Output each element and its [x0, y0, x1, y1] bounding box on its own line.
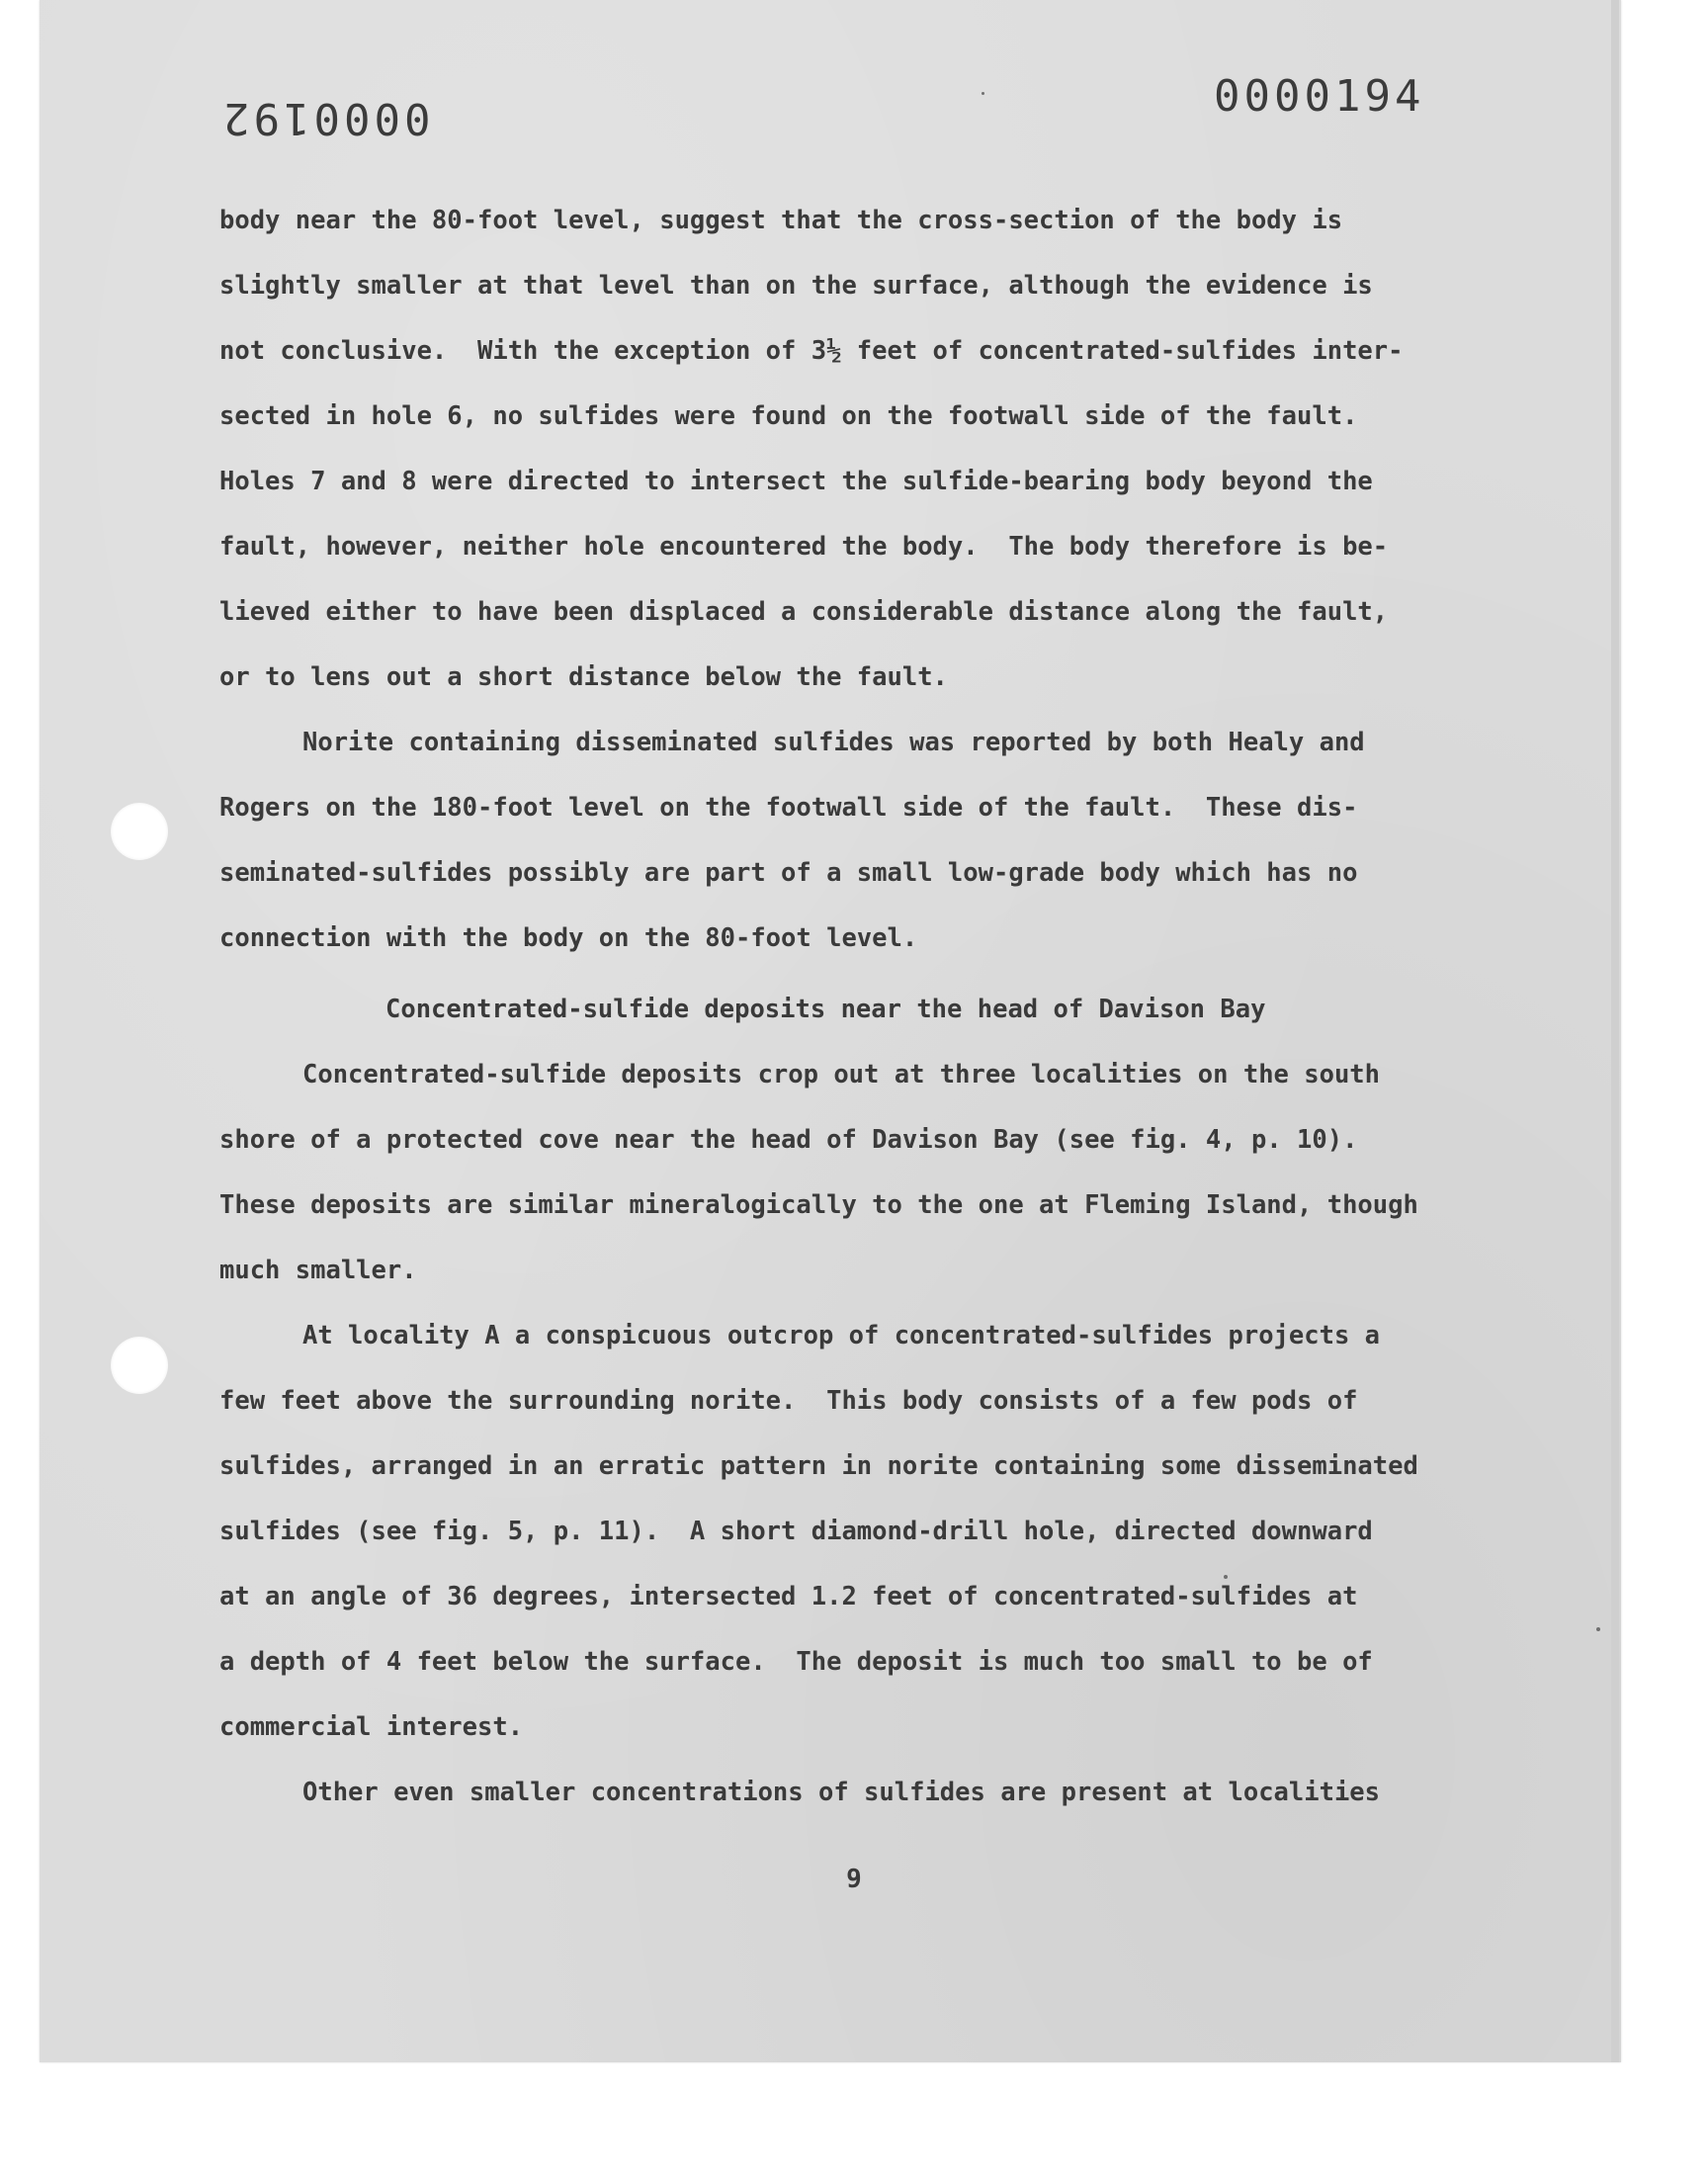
text-line: Rogers on the 180-foot level on the footwall side of the fault. These dis-: [219, 793, 1358, 823]
punch-hole-upper: [111, 803, 168, 860]
text-line: shore of a protected cove near the head of Davison Bay (see fig. 4, p. 10).: [219, 1125, 1358, 1155]
text-line: Holes 7 and 8 were directed to intersect the sulfide-bearing body beyond the: [219, 467, 1373, 496]
text-line: few feet above the surrounding norite. This body consists of a few pods of: [219, 1386, 1358, 1416]
text-line: or to lens out a short distance below the fault.: [219, 662, 948, 692]
text-line: sulfides (see fig. 5, p. 11). A short diamond-drill hole, directed downward: [219, 1517, 1373, 1546]
text-line: seminated-sulfides possibly are part of a small low-grade body which has no: [219, 858, 1358, 888]
text-line: fault, however, neither hole encountered the body. The body therefore is be-: [219, 532, 1389, 562]
text-line: much smaller.: [219, 1256, 417, 1285]
section-heading: Concentrated-sulfide deposits near the head of Davison Bay: [385, 995, 1266, 1024]
text-line: body near the 80-foot level, suggest that the cross-section of the body is: [219, 206, 1343, 235]
paragraph-start-line: Norite containing disseminated sulfides was reported by both Healy and: [302, 728, 1365, 757]
document-number-stamp-inverted: 0000192: [219, 93, 431, 143]
text-line: commercial interest.: [219, 1712, 524, 1742]
scan-speck: [982, 92, 984, 95]
paragraph-start-line: Concentrated-sulfide deposits crop out at three localities on the south: [302, 1060, 1381, 1089]
text-line: connection with the body on the 80-foot level.: [219, 923, 918, 953]
document-number-stamp: 0000194: [1214, 71, 1425, 122]
text-line: lieved either to have been displaced a considerable distance along the fault,: [219, 597, 1389, 627]
text-line: a depth of 4 feet below the surface. The deposit is much too small to be of: [219, 1647, 1373, 1677]
body-text: [219, 188, 1524, 1825]
text-line: at an angle of 36 degrees, intersected 1.2 feet of concentrated-sulfides at: [219, 1582, 1358, 1611]
scan-speck: [1596, 1627, 1600, 1631]
text-line: sected in hole 6, no sulfides were found on the footwall side of the fault.: [219, 401, 1358, 431]
page-edge: [1611, 0, 1619, 2062]
text-line: slightly smaller at that level than on the surface, although the evidence is: [219, 271, 1373, 301]
text-line: not conclusive. With the exception of 3½ feet of concentrated-sulfides inter-: [219, 336, 1404, 366]
paragraph-start-line: Other even smaller concentrations of sulfides are present at localities: [302, 1778, 1381, 1807]
text-line: sulfides, arranged in an erratic pattern in norite containing some disseminated: [219, 1451, 1418, 1481]
punch-hole-lower: [111, 1337, 168, 1394]
text-line: These deposits are similar mineralogically to the one at Fleming Island, though: [219, 1190, 1418, 1220]
page-number: 9: [846, 1865, 862, 1894]
paragraph-start-line: At locality A a conspicuous outcrop of concentrated-sulfides projects a: [302, 1321, 1381, 1350]
